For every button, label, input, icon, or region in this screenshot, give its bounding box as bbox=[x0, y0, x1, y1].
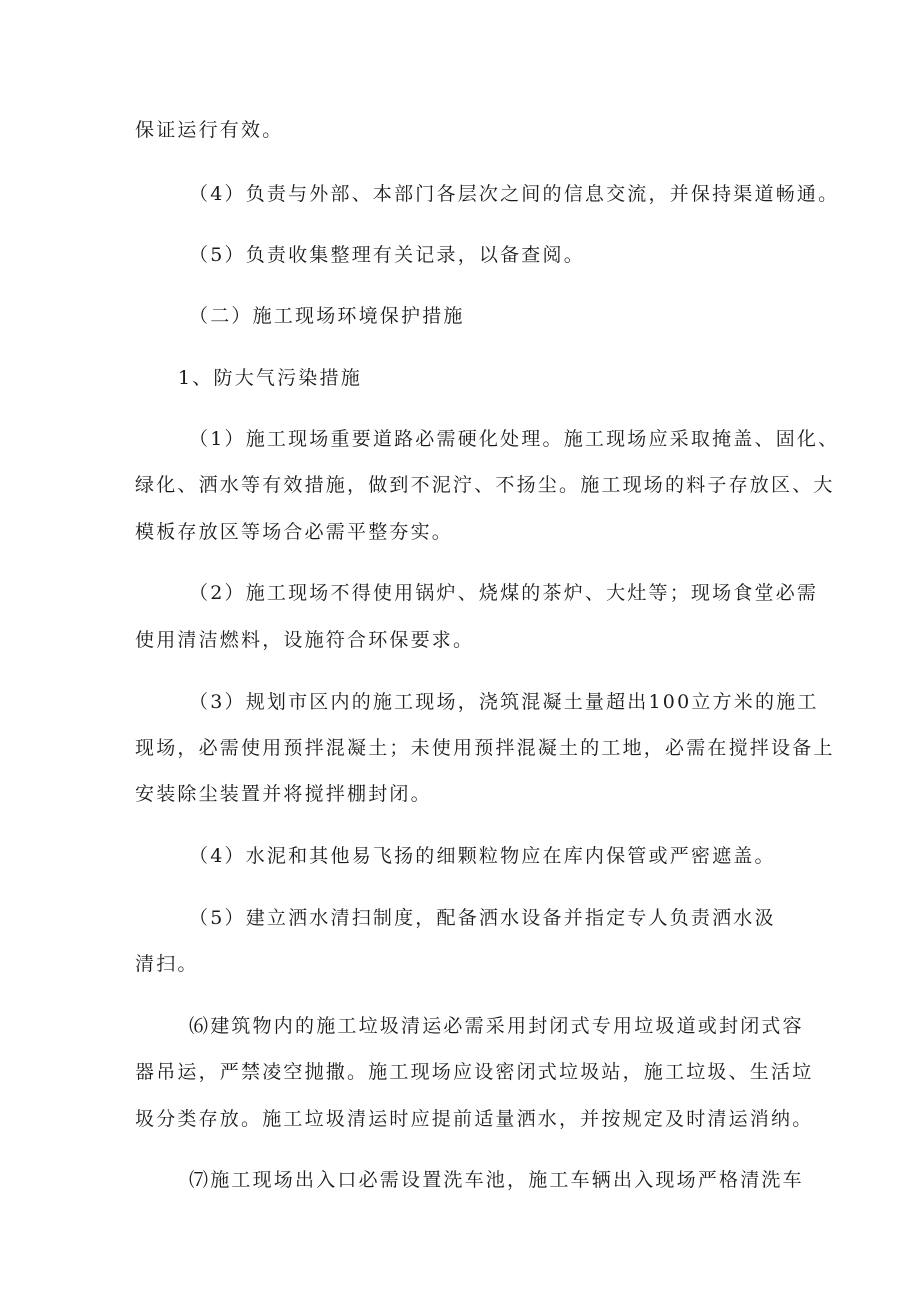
text-line: 保证运行有效。 bbox=[135, 119, 284, 141]
text-line: 安装除尘装置并将搅拌棚封闭。 bbox=[135, 783, 432, 805]
text-line: ⑺施工现场出入口必需设置洗车池，施工车辆出入现场严格清洗车 bbox=[189, 1169, 804, 1191]
text-line: （5）建立洒水清扫制度，配备洒水设备并指定专人负责洒水汲 bbox=[189, 907, 776, 929]
text-line: 绿化、洒水等有效措施，做到不泥泞、不扬尘。施工现场的料子存放区、大 bbox=[135, 474, 835, 496]
text-line: 圾分类存放。施工垃圾清运时应提前适量洒水，并按规定及时清运消纳。 bbox=[135, 1108, 814, 1130]
text-line: （4）负责与外部、本部门各层次之间的信息交流，并保持渠道畅通。 bbox=[189, 183, 840, 205]
text-line: 现场，必需使用预拌混凝土；未使用预拌混凝土的工地，必需在搅拌设备上 bbox=[135, 737, 835, 759]
text-line: （3）规划市区内的施工现场，浇筑混凝土量超出100立方米的施工 bbox=[189, 691, 819, 713]
section-heading: （二）施工现场环境保护措施 bbox=[189, 305, 465, 327]
text-line: （5）负责收集整理有关记录，以备查阅。 bbox=[189, 244, 585, 266]
text-line: 使用清洁燃料，设施符合环保要求。 bbox=[135, 629, 475, 651]
text-line: （4）水泥和其他易飞扬的细颗粒物应在库内保管或严密遮盖。 bbox=[189, 845, 776, 867]
text-line: 模板存放区等场合必需平整夯实。 bbox=[135, 521, 454, 543]
text-line: 器吊运，严禁凌空抛撒。施工现场应设密闭式垃圾站，施工垃圾、生活垃 bbox=[135, 1061, 814, 1083]
text-line: 清扫。 bbox=[135, 953, 199, 975]
text-line: （2）施工现场不得使用锅炉、烧煤的茶炉、大灶等；现场食堂必需 bbox=[189, 582, 819, 604]
subsection-heading: 1、防大气污染措施 bbox=[178, 367, 362, 389]
text-line: （1）施工现场重要道路必需硬化处理。施工现场应采取掩盖、固化、 bbox=[189, 428, 840, 450]
text-line: ⑹建筑物内的施工垃圾清运必需采用封闭式专用垃圾道或封闭式容 bbox=[189, 1015, 804, 1037]
